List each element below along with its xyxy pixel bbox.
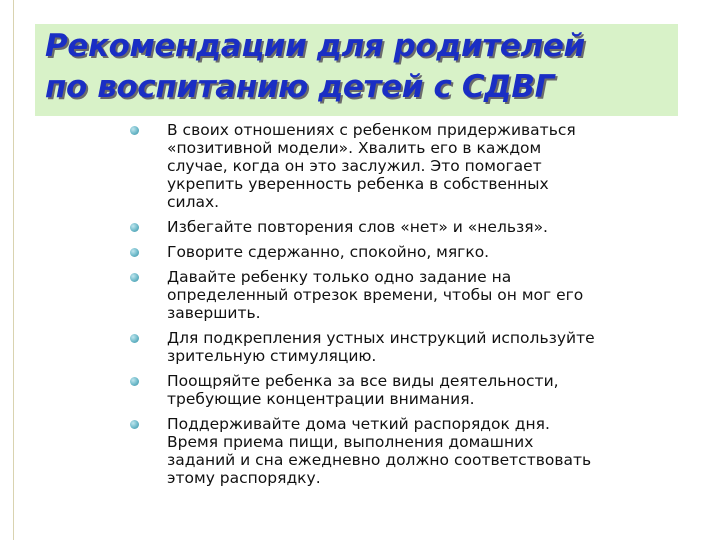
list-item [130,329,700,365]
recommendations-list [130,121,700,494]
list-item [130,372,700,408]
round-bullet-icon [130,377,139,386]
list-item-text: Для подкрепления устных инструкций используйте зрительную стимуляцию. [167,329,595,365]
list-item [130,415,700,487]
list-item-text: Давайте ребенку только одно задание на определенный отрезок времени, чтобы он мог его завершить. [167,268,584,322]
round-bullet-icon [130,126,139,135]
title-line-2: по воспитанию детей с СДВГ [45,69,554,105]
list-item [130,218,700,236]
list-item-text: Избегайте повторения слов «нет» и «нельзя». [167,218,548,236]
list-item [130,121,700,211]
round-bullet-icon [130,420,139,429]
title-line-1: Рекомендации для родителей [45,28,585,64]
list-item-text: Поощряйте ребенка за все виды деятельности, требующие концентрации внимания. [167,372,559,408]
list-item [130,268,700,322]
list-item [130,243,700,261]
round-bullet-icon [130,334,139,343]
title-banner [35,24,678,116]
left-divider-line [13,0,14,540]
round-bullet-icon [130,223,139,232]
list-item-text: В своих отношениях с ребенком придерживаться «позитивной модели». Хвалить его в каждом случае, когда он это заслужил. Это помогает укрепить уверенность ребенка в собственных силах. [167,121,576,211]
list-item-text: Поддерживайте дома четкий распорядок дня. Время приема пищи, выполнения домашних заданий и сна ежедневно должно соответствовать этому распорядку. [167,415,592,487]
list-item-text: Говорите сдержанно, спокойно, мягко. [167,243,490,261]
round-bullet-icon [130,273,139,282]
round-bullet-icon [130,248,139,257]
